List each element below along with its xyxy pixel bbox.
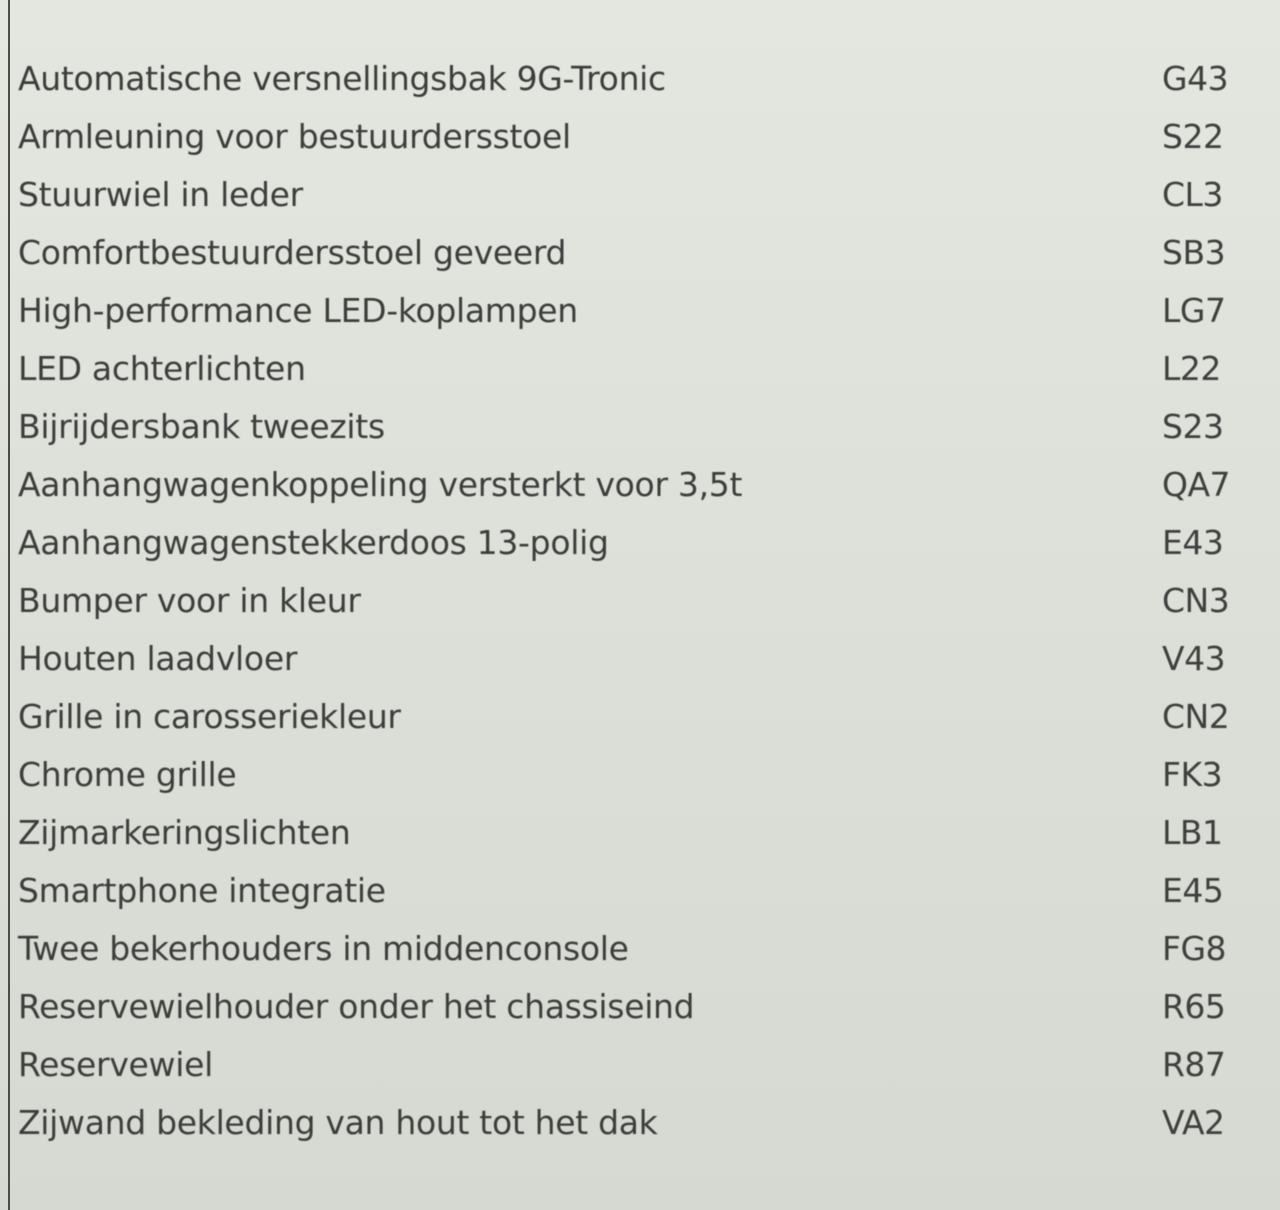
list-item [0,398,1280,456]
item-code: E43 [1162,523,1224,562]
item-code: CN3 [1162,581,1230,620]
list-item [0,746,1280,804]
item-code: LG7 [1162,291,1226,330]
item-code: E45 [1162,871,1224,910]
item-description: Grille in carosseriekleur [18,697,401,736]
list-item [0,1094,1280,1152]
list-item [0,920,1280,978]
list-item [0,514,1280,572]
item-code: R65 [1162,987,1226,1026]
item-description: High-performance LED-koplampen [18,291,578,330]
list-item [0,688,1280,746]
list-item [0,166,1280,224]
item-description: Twee bekerhouders in middenconsole [18,929,629,968]
item-description: Reservewielhouder onder het chassiseind [18,987,695,1026]
item-code: CN2 [1162,697,1230,736]
item-code: S22 [1162,117,1224,156]
item-description: Bijrijdersbank tweezits [18,407,385,446]
list-item [0,572,1280,630]
item-description: Armleuning voor bestuurdersstoel [18,117,571,156]
item-description: Aanhangwagenstekkerdoos 13-polig [18,523,609,562]
list-item [0,1036,1280,1094]
list-item [0,862,1280,920]
item-code: LB1 [1162,813,1223,852]
list-item [0,456,1280,514]
item-description: Reservewiel [18,1045,213,1084]
item-code: V43 [1162,639,1226,678]
item-description: LED achterlichten [18,349,306,388]
item-code: SB3 [1162,233,1226,272]
item-description: Aanhangwagenkoppeling versterkt voor 3,5t [18,465,743,504]
item-description: Automatische versnellingsbak 9G-Tronic [18,59,666,98]
list-item [0,108,1280,166]
item-description: Houten laadvloer [18,639,298,678]
list-item [0,224,1280,282]
item-code: L22 [1162,349,1221,388]
item-code: S23 [1162,407,1224,446]
item-description: Zijmarkeringslichten [18,813,351,852]
item-code: G43 [1162,59,1229,98]
list-item [0,804,1280,862]
list-item [0,282,1280,340]
item-description: Zijwand bekleding van hout tot het dak [18,1103,658,1142]
item-code: VA2 [1162,1103,1225,1142]
item-code: CL3 [1162,175,1223,214]
item-description: Bumper voor in kleur [18,581,361,620]
item-description: Smartphone integratie [18,871,386,910]
item-code: R87 [1162,1045,1226,1084]
list-item [0,978,1280,1036]
list-item [0,50,1280,108]
item-description: Comfortbestuurdersstoel geveerd [18,233,567,272]
item-code: QA7 [1162,465,1231,504]
item-description: Stuurwiel in leder [18,175,303,214]
list-item [0,340,1280,398]
list-item [0,630,1280,688]
item-code: FG8 [1162,929,1227,968]
item-code: FK3 [1162,755,1223,794]
item-description: Chrome grille [18,755,237,794]
